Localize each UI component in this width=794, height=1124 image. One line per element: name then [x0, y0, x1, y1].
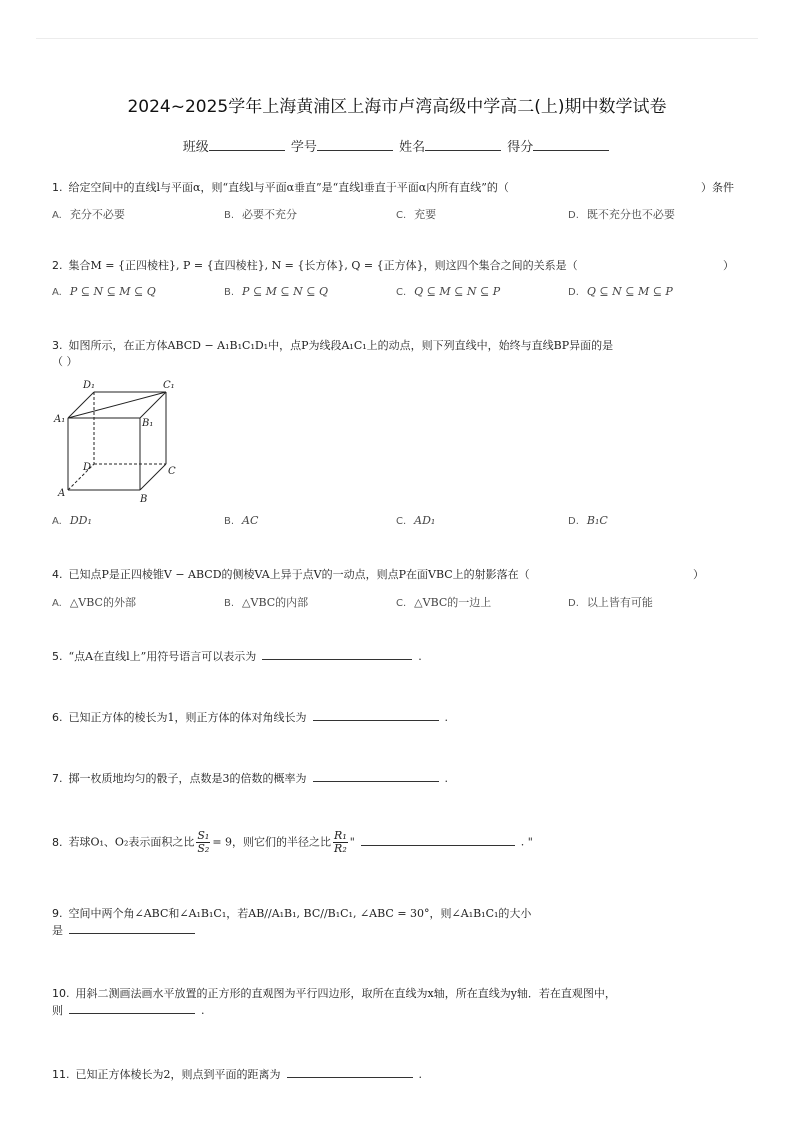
option-b[interactable]: B. AC [224, 514, 259, 527]
label-d1: D₁ [83, 380, 96, 391]
id-blank[interactable] [317, 138, 393, 151]
option-d[interactable]: D. Q ⊆ N ⊆ M ⊆ P [568, 285, 673, 298]
question-text: “点A在直线l上”用符号语言可以表示为 [68, 650, 257, 663]
info-label-class: 班级 [182, 140, 209, 155]
question-number: 7. [52, 772, 63, 785]
question-text: 给定空间中的直线l与平面α，则“直线l与平面α垂直”是“直线l垂直于平面α内所有直线”的（ [68, 181, 509, 194]
question-tail: ）条件 [701, 181, 734, 194]
question-number: 1. [52, 181, 63, 194]
cube-figure [50, 376, 190, 506]
answer-blank[interactable] [69, 1002, 195, 1014]
answer-blank[interactable] [262, 648, 412, 660]
fraction-s1-s2: $\frac{\text{S₁}}{\text{S₂}}$ [197, 829, 210, 855]
fraction-r1-r2: $\frac{\text{R₁}}{\text{R₂}}$ [334, 829, 347, 855]
question-text: 已知正方体棱长为2，则点到平面的距离为 [75, 1068, 281, 1081]
label-d: D [83, 462, 92, 473]
info-label-id: 学号 [290, 140, 317, 155]
answer-blank[interactable] [69, 922, 195, 934]
question-text: 已知正方体的棱长为1，则正方体的体对角线长为 [68, 711, 307, 724]
question-9: 9. 空间中两个角∠ABC和∠A₁B₁C₁，若AB//A₁B₁, BC//B₁C₁, ∠ABC = 30°，则∠A₁B₁C₁的大小 是 [52, 907, 532, 937]
question-11: 11. 已知正方体棱长为2，则点到平面的距离为 . [52, 1068, 422, 1081]
answer-blank[interactable] [313, 709, 439, 721]
question-7: 7. 掷一枚质地均匀的骰子，点数是3的倍数的概率为 . [52, 772, 448, 785]
question-text: 空间中两个角∠ABC和∠A₁B₁C₁，若AB//A₁B₁, BC//B₁C₁, ∠ABC = 30°，则∠A₁B₁C₁的大小 [68, 907, 532, 920]
option-b[interactable]: B. 必要不充分 [224, 208, 298, 221]
question-10: 10. 用斜二测画法画水平放置的正方形的直观图为平行四边形，取所在直线为x轴，所在直线为y轴．若在直观图中， 则 . [52, 987, 616, 1017]
answer-blank[interactable] [361, 834, 515, 846]
question-number: 2. [52, 259, 63, 272]
question-text: 掷一枚质地均匀的骰子，点数是3的倍数的概率为 [68, 772, 307, 785]
question-number: 8. [52, 835, 63, 849]
option-b[interactable]: B. P ⊆ M ⊆ N ⊆ Q [224, 285, 328, 298]
question-text: 若球O₁、O₂表示面积之比 [68, 835, 195, 849]
label-a: A [58, 488, 66, 499]
question-5: 5. “点A在直线l上”用符号语言可以表示为 . [52, 650, 422, 663]
option-a[interactable]: A. P ⊆ N ⊆ M ⊆ Q [52, 285, 156, 298]
question-text: 用斜二测画法画水平放置的正方形的直观图为平行四边形，取所在直线为x轴，所在直线为y轴．若在直观图中， [75, 987, 616, 1000]
label-b: B [140, 494, 148, 505]
question-4 [52, 567, 734, 583]
option-a[interactable]: A. DD₁ [52, 514, 92, 527]
label-c1: C₁ [163, 380, 175, 391]
option-c[interactable]: C. Q ⊆ M ⊆ N ⊆ P [396, 285, 501, 298]
question-2 [52, 258, 734, 274]
info-label-name: 姓名 [399, 140, 426, 155]
question-number: 4. [52, 568, 63, 581]
question-1 [52, 180, 734, 196]
option-d[interactable]: D. B₁C [568, 514, 608, 527]
diagonal-a1-c1 [68, 392, 166, 418]
class-blank[interactable] [209, 138, 285, 151]
label-c: C [168, 466, 176, 477]
answer-blank[interactable] [313, 770, 439, 782]
question-number: 5. [52, 650, 63, 663]
question-answer-paren: （ ） [52, 355, 78, 368]
option-d[interactable]: D. 以上皆有可能 [568, 596, 653, 609]
question-number: 10. [52, 987, 70, 1000]
option-c[interactable]: C. AD₁ [396, 514, 436, 527]
question-number: 9. [52, 907, 63, 920]
question-text: 已知点P是正四棱锥V − ABCD的侧棱VA上异于点V的一动点，则点P在面VBC上的射影落在（ [68, 568, 530, 581]
question-number: 3. [52, 339, 63, 352]
edge-b-c [140, 464, 166, 490]
question-tail: ） [723, 259, 734, 272]
student-info-line [0, 136, 794, 155]
question-8: 8. 若球O₁、O₂表示面积之比 $\frac{\text{S₁}}{\text{S₂}}$ = 9，则它们的半径之比 $\frac{\text{R₁}}{\text{R₂}}$ " . " [52, 829, 533, 855]
name-blank[interactable] [425, 138, 501, 151]
option-a[interactable]: A. 充分不必要 [52, 208, 125, 221]
page-title: 2024~2025学年上海黄浦区上海市卢湾高级中学高二(上)期中数学试卷 [127, 97, 667, 117]
option-c[interactable]: C. 充要 [396, 208, 437, 221]
question-tail: ） [693, 568, 704, 581]
question-number: 6. [52, 711, 63, 724]
option-d[interactable]: D. 既不充分也不必要 [568, 208, 675, 221]
question-number: 11. [52, 1068, 70, 1081]
question-text: 集合M = {正四棱柱}, P = {直四棱柱}, N = {长方体}, Q = {正方体}，则这四个集合之间的关系是（ [68, 259, 578, 272]
option-b[interactable]: B. △VBC的内部 [224, 596, 309, 609]
question-6: 6. 已知正方体的棱长为1，则正方体的体对角线长为 . [52, 711, 448, 724]
page-top-rule [36, 38, 758, 39]
label-b1: B₁ [142, 418, 154, 429]
question-text: 如图所示，在正方体ABCD − A₁B₁C₁D₁中，点P为线段A₁C₁上的动点，则下列直线中，始终与直线BP异面的是 [68, 339, 614, 352]
option-c[interactable]: C. △VBC的一边上 [396, 596, 492, 609]
info-label-score: 得分 [507, 140, 534, 155]
label-a1: A₁ [54, 414, 66, 425]
question-3 [52, 338, 734, 370]
score-blank[interactable] [533, 138, 609, 151]
answer-blank[interactable] [287, 1066, 413, 1078]
option-a[interactable]: A. △VBC的外部 [52, 596, 136, 609]
